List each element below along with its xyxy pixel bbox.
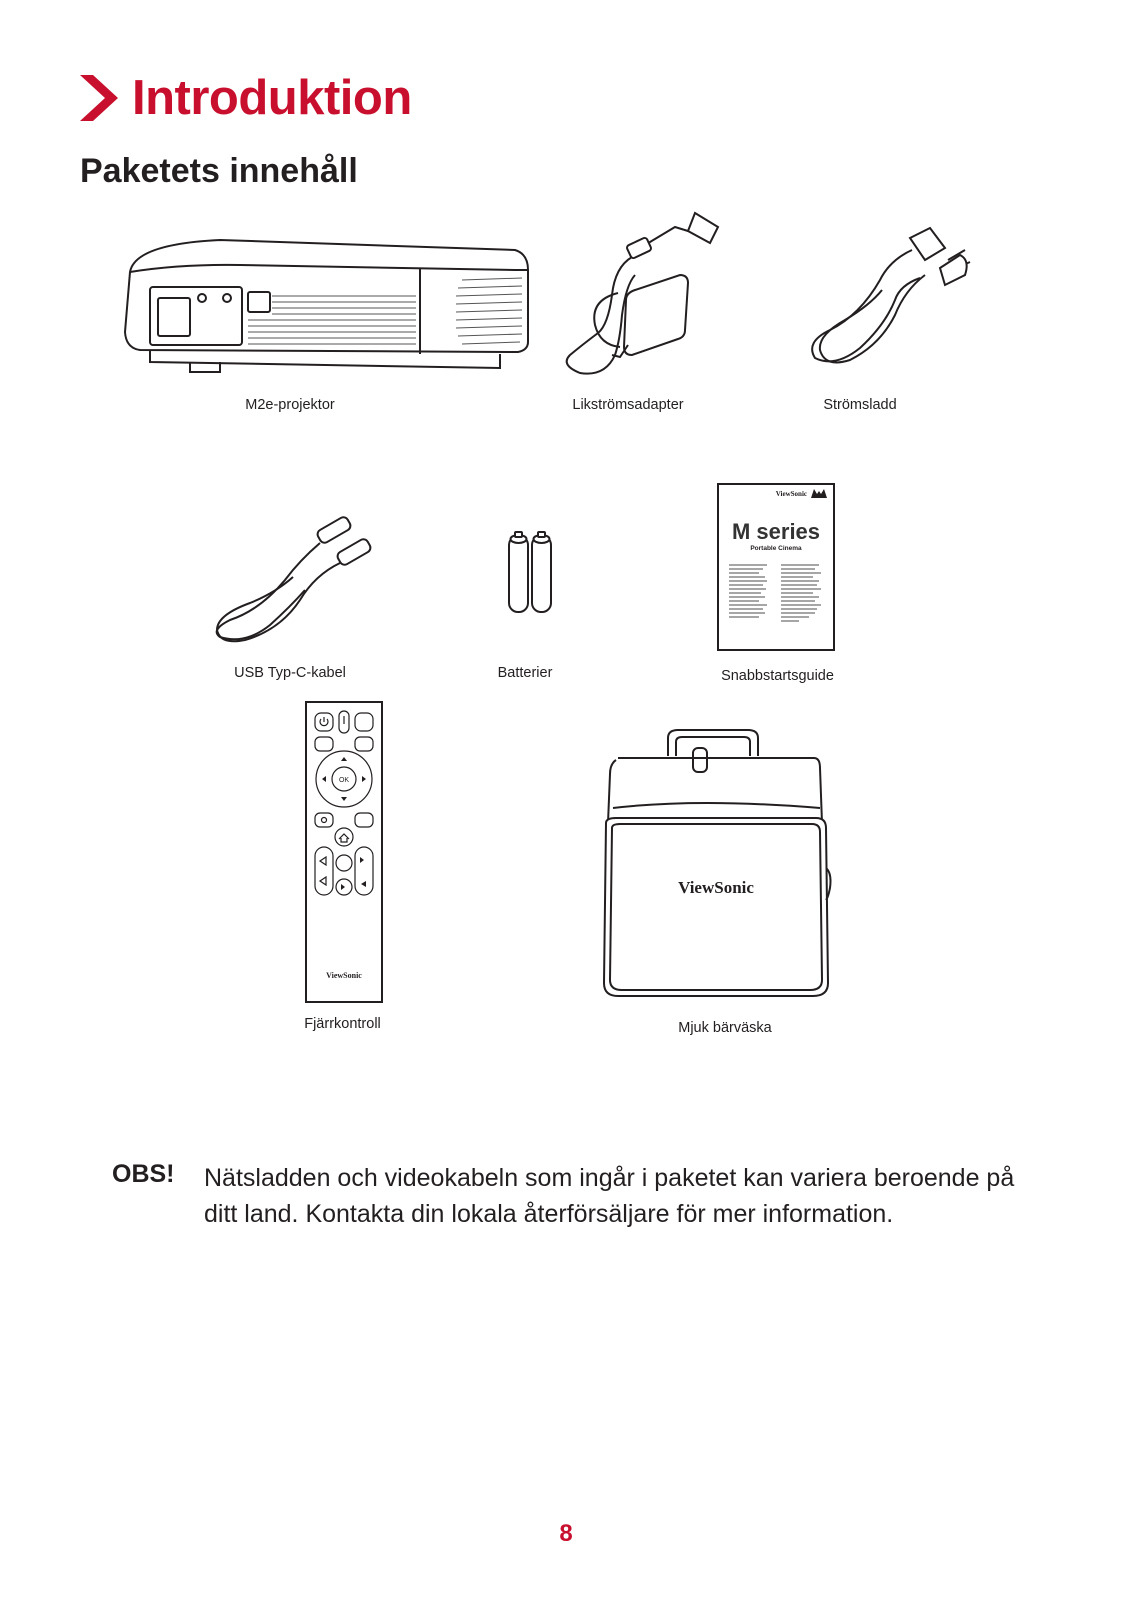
carrying-bag-illustration — [598, 728, 834, 1000]
quick-start-guide-illustration — [717, 483, 835, 651]
adapter-illustration — [560, 205, 730, 380]
page-number: 8 — [559, 1520, 573, 1547]
section-title: Paketets innehåll — [80, 152, 358, 190]
adapter-label: Likströmsadapter — [572, 397, 684, 413]
guide-text-lines — [729, 563, 825, 625]
bird-logo-icon — [811, 489, 827, 498]
note-text: Nätsladden och videokabeln som ingår i paketet kan variera beroende på ditt land. Kontakta din lokala återförsäljare för mer information. — [204, 1164, 1015, 1228]
bag-brand: ViewSonic — [678, 878, 754, 897]
chevron-right-icon — [80, 75, 118, 121]
note-label: OBS! — [112, 1160, 175, 1188]
chapter-title: Introduktion — [132, 71, 412, 125]
power-cord-illustration — [800, 220, 975, 370]
quick-start-guide-label: Snabbstartsguide — [721, 668, 834, 684]
remote-control-label: Fjärrkontroll — [304, 1016, 381, 1032]
batteries-illustration — [506, 530, 554, 615]
remote-ok-label: OK — [338, 777, 350, 784]
note — [112, 1160, 1052, 1232]
guide-brand: ViewSonic — [775, 490, 807, 498]
projector-illustration — [120, 232, 535, 382]
carrying-bag-label: Mjuk bärväska — [678, 1020, 772, 1036]
usb-cable-label: USB Typ-C-kabel — [234, 665, 346, 681]
projector-label: M2e-projektor — [245, 397, 335, 413]
power-cord-label: Strömsladd — [823, 397, 897, 413]
batteries-label: Batterier — [497, 665, 553, 681]
guide-title: M series — [731, 519, 821, 544]
chapter-heading — [80, 70, 412, 126]
usb-cable-illustration — [205, 515, 375, 645]
guide-subtitle: Portable Cinema — [750, 545, 802, 552]
remote-brand: ViewSonic — [326, 971, 362, 980]
remote-control-illustration — [305, 701, 383, 1003]
